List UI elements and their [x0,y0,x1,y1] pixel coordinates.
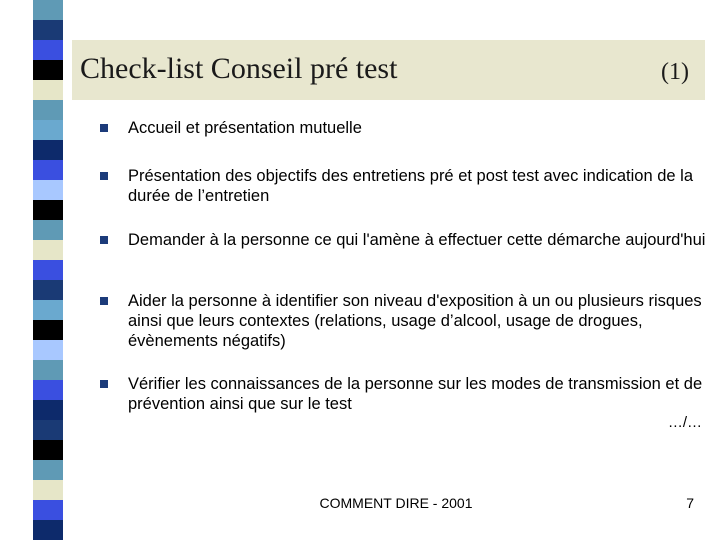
page-number: 7 [686,495,694,511]
continuation-mark: …/… [667,414,702,431]
sidebar-block [33,140,63,160]
bullet-text: Vérifier les connaissances de la personne sur les modes de transmission et de prévention ainsi que sur le test [128,375,703,413]
footer-text: COMMENT DIRE - 2001 [319,495,473,511]
bullet-text: Accueil et présentation mutuelle [128,119,362,137]
sidebar-block [33,240,63,260]
sidebar-block [33,380,63,400]
sidebar-block [33,60,63,80]
sidebar-block [33,0,63,20]
bullet-text: Demander à la personne ce qui l'amène à effectuer cette démarche aujourd'hui [128,231,706,249]
bullet-item [100,166,710,206]
slide-title: Check-list Conseil pré test [80,52,398,85]
square-bullet-icon [100,236,108,244]
sidebar-block [33,160,63,180]
square-bullet-icon [100,172,108,180]
sidebar-block [33,180,63,200]
sidebar-block [33,280,63,300]
sidebar-block [33,220,63,240]
sidebar-block [33,20,63,40]
decorative-sidebar [33,0,63,540]
sidebar-block [33,460,63,480]
bullet-item [100,118,710,138]
sidebar-block [33,340,63,360]
sidebar-block [33,440,63,460]
sidebar-block [33,400,63,420]
sidebar-block [33,40,63,60]
bullet-item [100,291,710,351]
square-bullet-icon [100,380,108,388]
sidebar-block [33,120,63,140]
sidebar-block [33,320,63,340]
square-bullet-icon [100,297,108,305]
sidebar-block [33,260,63,280]
sidebar-block [33,520,63,540]
sidebar-block [33,360,63,380]
sidebar-block [33,80,63,100]
sidebar-block [33,300,63,320]
bullet-item [100,230,710,250]
square-bullet-icon [100,124,108,132]
bullet-text: Présentation des objectifs des entretiens pré et post test avec indication de la durée de l’entretien [128,167,694,205]
bullet-item [100,374,710,414]
bullet-text: Aider la personne à identifier son niveau d'exposition à un ou plusieurs risques ainsi que leurs contextes (relations, usage d’alcool, usage de drogues, évènements négatifs) [128,292,702,350]
sidebar-block [33,420,63,440]
sidebar-block [33,100,63,120]
slide-title-number: (1) [661,59,689,85]
sidebar-block [33,200,63,220]
title-band [72,40,705,100]
